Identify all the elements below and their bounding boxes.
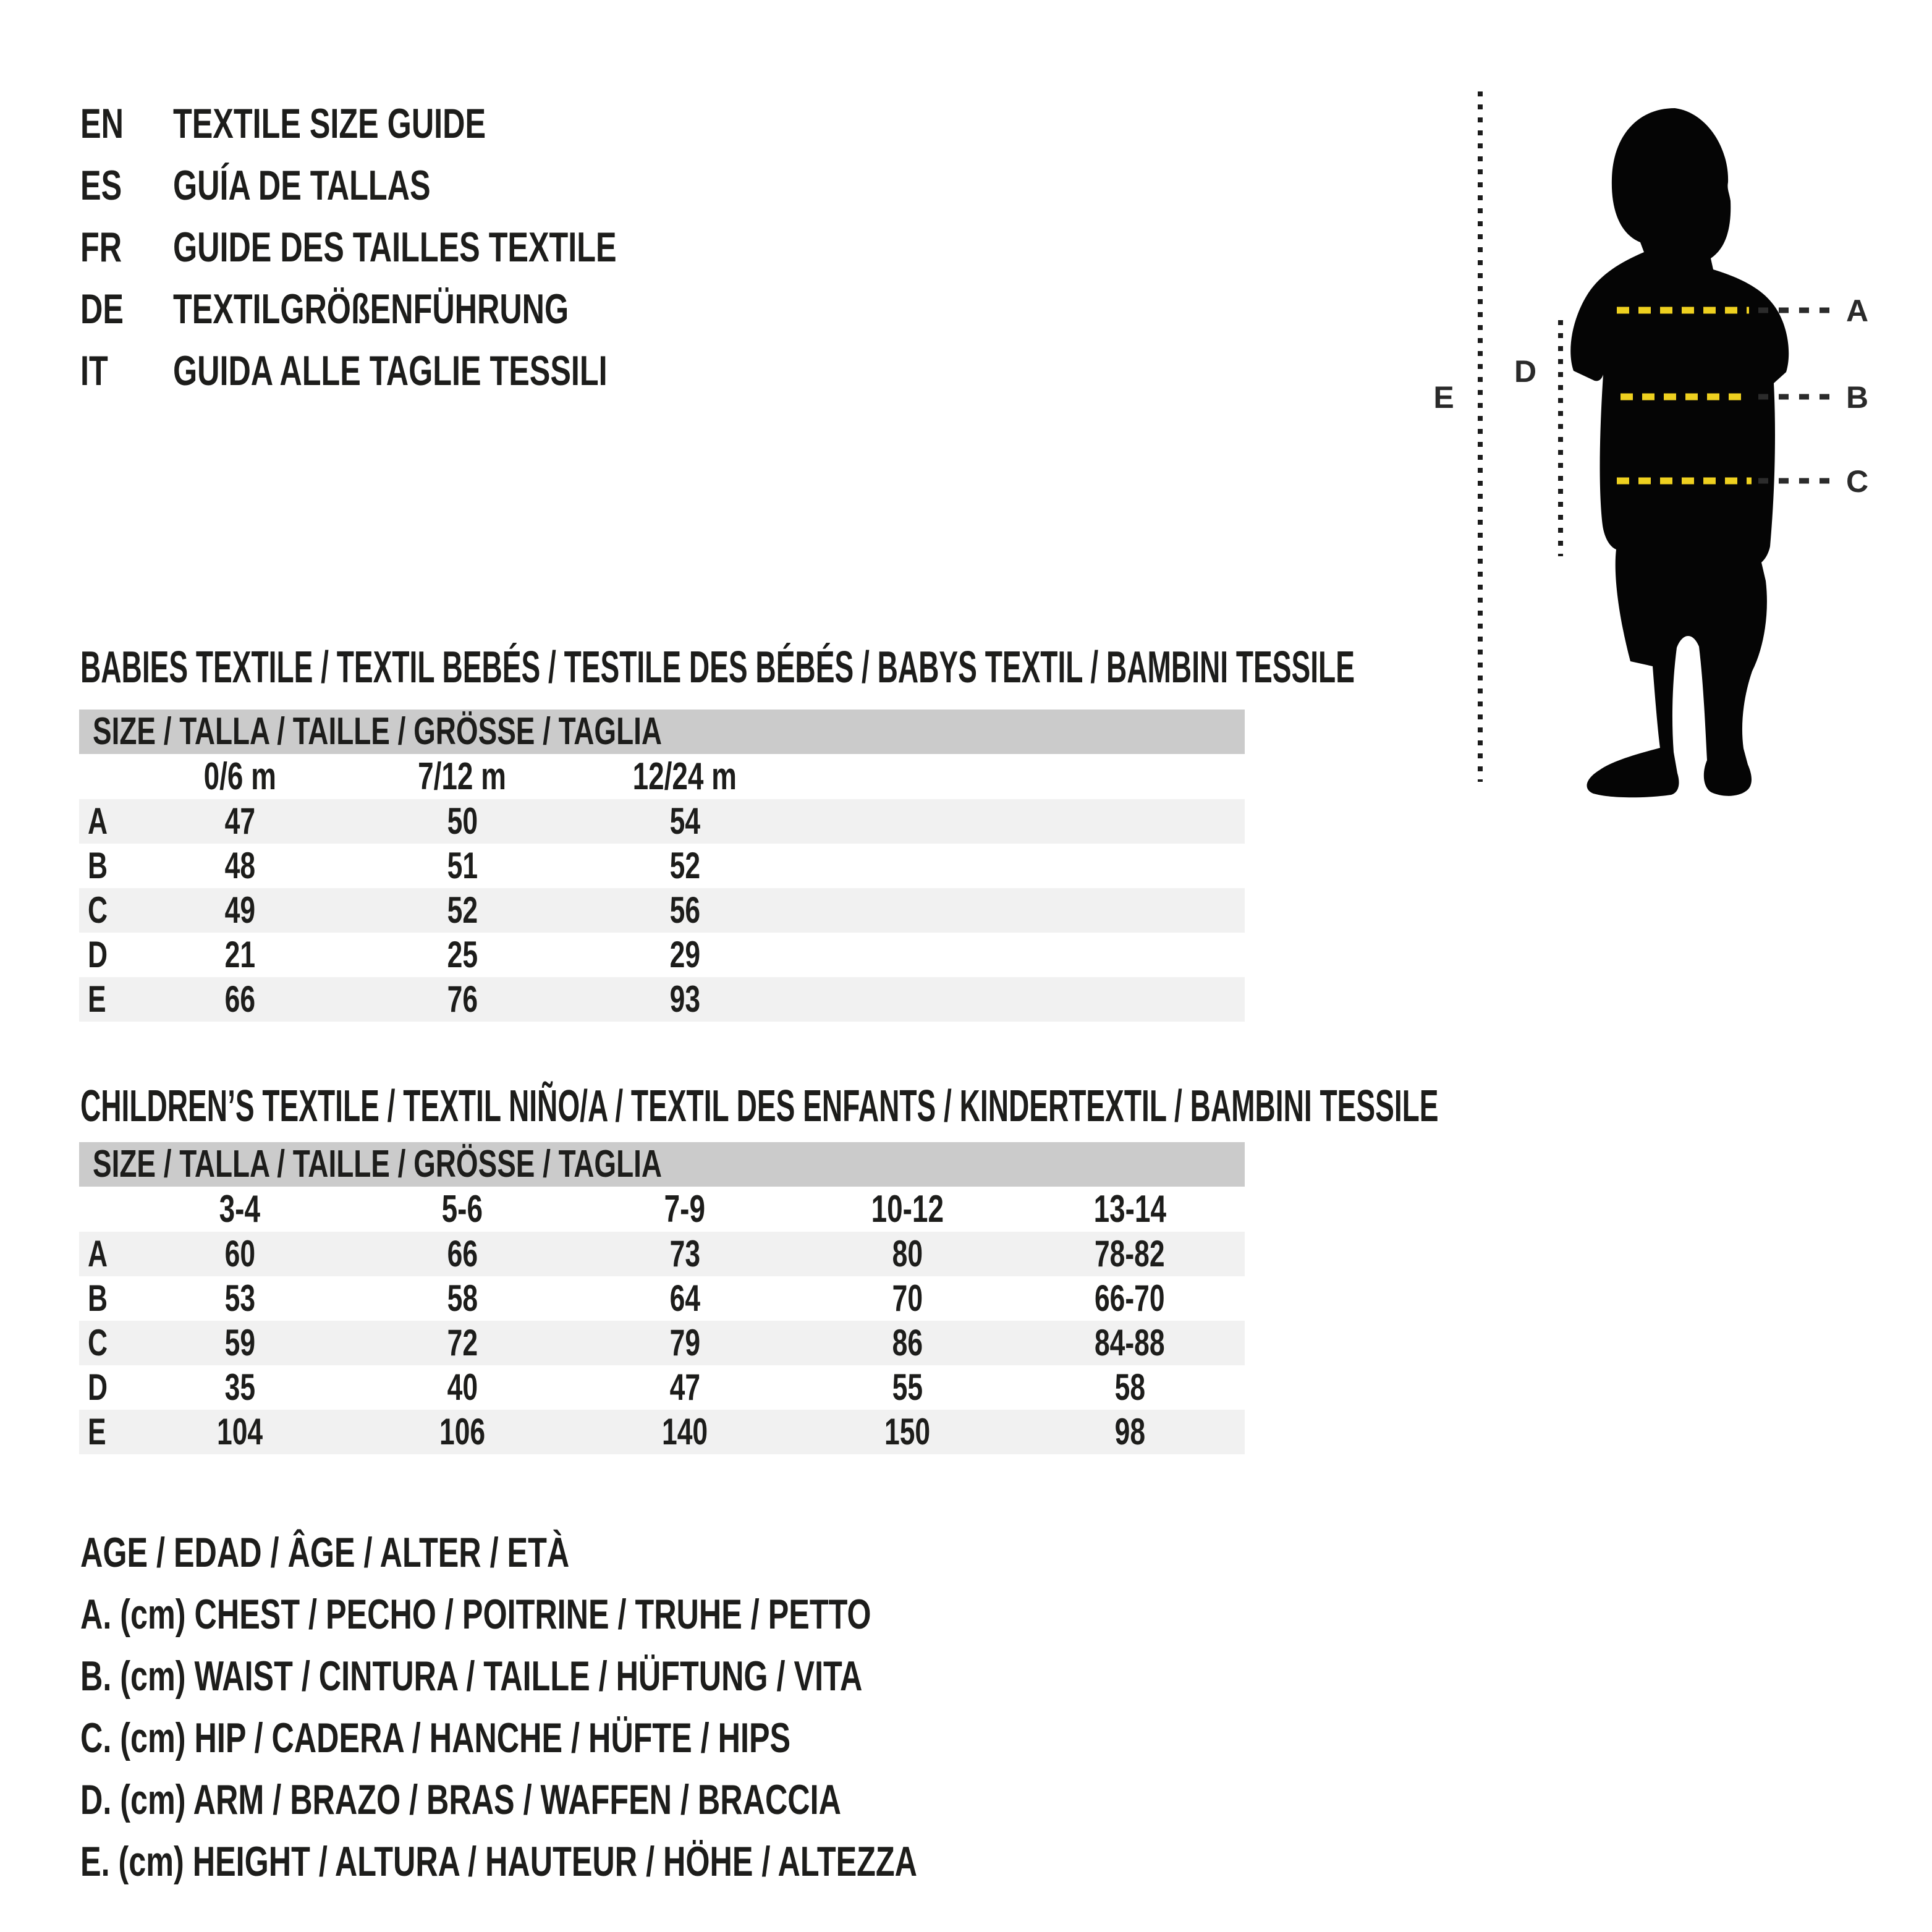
measurement-figure: [1421, 87, 1932, 803]
size-value: 73: [669, 1233, 700, 1274]
column-header-spacer: [79, 754, 129, 799]
size-value: 56: [669, 889, 700, 931]
size-value: 52: [447, 889, 478, 931]
size-value: 80: [892, 1233, 923, 1274]
size-value: 84-88: [1095, 1322, 1165, 1363]
table-row: [79, 933, 1245, 977]
lang-row-it: [80, 340, 760, 402]
size-value: 40: [447, 1366, 478, 1408]
child-silhouette: [1570, 108, 1789, 797]
row-label: E: [88, 978, 106, 1020]
babies-size-table: [79, 710, 1245, 1022]
size-value: 66: [224, 978, 255, 1020]
size-value: 104: [216, 1411, 263, 1452]
table-row: [79, 799, 1245, 844]
row-label: C: [88, 889, 108, 931]
table-row: [79, 1365, 1245, 1410]
size-value: 52: [669, 845, 700, 886]
table-row: [79, 977, 1245, 1022]
lang-title: GUIDE DES TAILLES TEXTILE: [173, 224, 617, 271]
size-value: 140: [661, 1411, 708, 1452]
row-label: C: [88, 1322, 108, 1363]
size-value: 106: [439, 1411, 486, 1452]
size-value: 49: [224, 889, 255, 931]
legend-line-arm: D. (cm) ARM / BRAZO / BRAS / WAFFEN / BRACCIA: [80, 1776, 841, 1823]
size-value: 59: [224, 1322, 255, 1363]
lang-code: DE: [80, 286, 124, 333]
table-row: [79, 1232, 1245, 1276]
size-value: 70: [892, 1277, 923, 1319]
chest-measure-label: A: [1845, 294, 1869, 328]
size-value: 55: [892, 1366, 923, 1408]
children-size-table: [79, 1142, 1245, 1454]
size-value: 60: [224, 1233, 255, 1274]
lang-title: TEXTILGRÖßENFÜHRUNG: [173, 286, 569, 333]
legend-line-hip: C. (cm) HIP / CADERA / HANCHE / HÜFTE / HIPS: [80, 1714, 791, 1761]
row-label: D: [88, 934, 108, 975]
row-label: E: [88, 1411, 106, 1452]
size-value: 48: [224, 845, 255, 886]
column-header: 12/24 m: [632, 755, 737, 798]
size-header-bar: SIZE / TALLA / TAILLE / GRÖSSE / TAGLIA: [79, 710, 1245, 754]
size-value: 79: [669, 1322, 700, 1363]
column-header: 7/12 m: [418, 755, 507, 798]
column-header: 7-9: [664, 1188, 706, 1231]
children-section-heading: CHILDREN’S TEXTILE / TEXTIL NIÑO/A / TEXTIL DES ENFANTS / KINDERTEXTIL / BAMBINI TESSILE: [80, 1082, 1439, 1131]
size-value: 93: [669, 978, 700, 1020]
arm-measure-label: D: [1514, 354, 1537, 389]
column-header: 5-6: [441, 1188, 483, 1231]
table-row: [79, 844, 1245, 888]
size-value: 54: [669, 800, 700, 842]
size-value: 66: [447, 1233, 478, 1274]
column-header: 10-12: [871, 1188, 944, 1231]
size-value: 51: [447, 845, 478, 886]
row-label: B: [88, 845, 108, 886]
size-value: 98: [1114, 1411, 1145, 1452]
size-value: 78-82: [1095, 1233, 1165, 1274]
size-value: 58: [447, 1277, 478, 1319]
row-label: D: [88, 1366, 108, 1408]
size-value: 64: [669, 1277, 700, 1319]
lang-title: GUIDA ALLE TAGLIE TESSILI: [173, 347, 608, 394]
size-value: 29: [669, 934, 700, 975]
lang-code: FR: [80, 224, 122, 271]
row-label: A: [88, 800, 108, 842]
column-header-spacer: [79, 1187, 129, 1232]
table-row: [79, 1410, 1245, 1454]
column-header-row: [79, 754, 1245, 799]
size-value: 66-70: [1095, 1277, 1165, 1319]
legend-line-height: E. (cm) HEIGHT / ALTURA / HAUTEUR / HÖHE / ALTEZZA: [80, 1838, 917, 1885]
size-value: 35: [224, 1366, 255, 1408]
column-header: 0/6 m: [203, 755, 276, 798]
lang-row-en: [80, 93, 596, 155]
size-value: 86: [892, 1322, 923, 1363]
legend-line-age: AGE / EDAD / ÂGE / ALTER / ETÀ: [80, 1529, 570, 1576]
lang-code: ES: [80, 162, 122, 209]
waist-measure-label: B: [1845, 380, 1869, 415]
size-value: 47: [669, 1366, 700, 1408]
size-value: 47: [224, 800, 255, 842]
column-header-row: [79, 1187, 1245, 1232]
size-value: 72: [447, 1322, 478, 1363]
lang-row-es: [80, 155, 521, 216]
hip-measure-label: C: [1845, 464, 1869, 499]
size-value: 50: [447, 800, 478, 842]
lang-title: GUÍA DE TALLAS: [173, 162, 431, 209]
size-value: 150: [884, 1411, 931, 1452]
lang-code: IT: [80, 347, 108, 394]
size-value: 58: [1114, 1366, 1145, 1408]
column-header: 3-4: [219, 1188, 261, 1231]
height-measure-label: E: [1433, 380, 1454, 415]
lang-row-de: [80, 278, 708, 340]
legend-line-waist: B. (cm) WAIST / CINTURA / TAILLE / HÜFTUNG / VITA: [80, 1653, 863, 1700]
column-header: 13-14: [1093, 1188, 1166, 1231]
size-value: 21: [224, 934, 255, 975]
table-row: [79, 888, 1245, 933]
legend-line-chest: A. (cm) CHEST / PECHO / POITRINE / TRUHE / PETTO: [80, 1591, 871, 1638]
size-value: 53: [224, 1277, 255, 1319]
lang-code: EN: [80, 100, 124, 147]
table-row: [79, 1321, 1245, 1365]
table-row: [79, 1276, 1245, 1321]
row-label: A: [88, 1233, 108, 1274]
size-header-bar: SIZE / TALLA / TAILLE / GRÖSSE / TAGLIA: [79, 1142, 1245, 1187]
size-value: 25: [447, 934, 478, 975]
size-value: 76: [447, 978, 478, 1020]
lang-title: TEXTILE SIZE GUIDE: [173, 100, 486, 147]
row-label: B: [88, 1277, 108, 1319]
babies-section-heading: BABIES TEXTILE / TEXTIL BEBÉS / TESTILE DES BÉBÉS / BABYS TEXTIL / BAMBINI TESSILE: [80, 643, 1355, 692]
lang-row-fr: [80, 216, 773, 278]
